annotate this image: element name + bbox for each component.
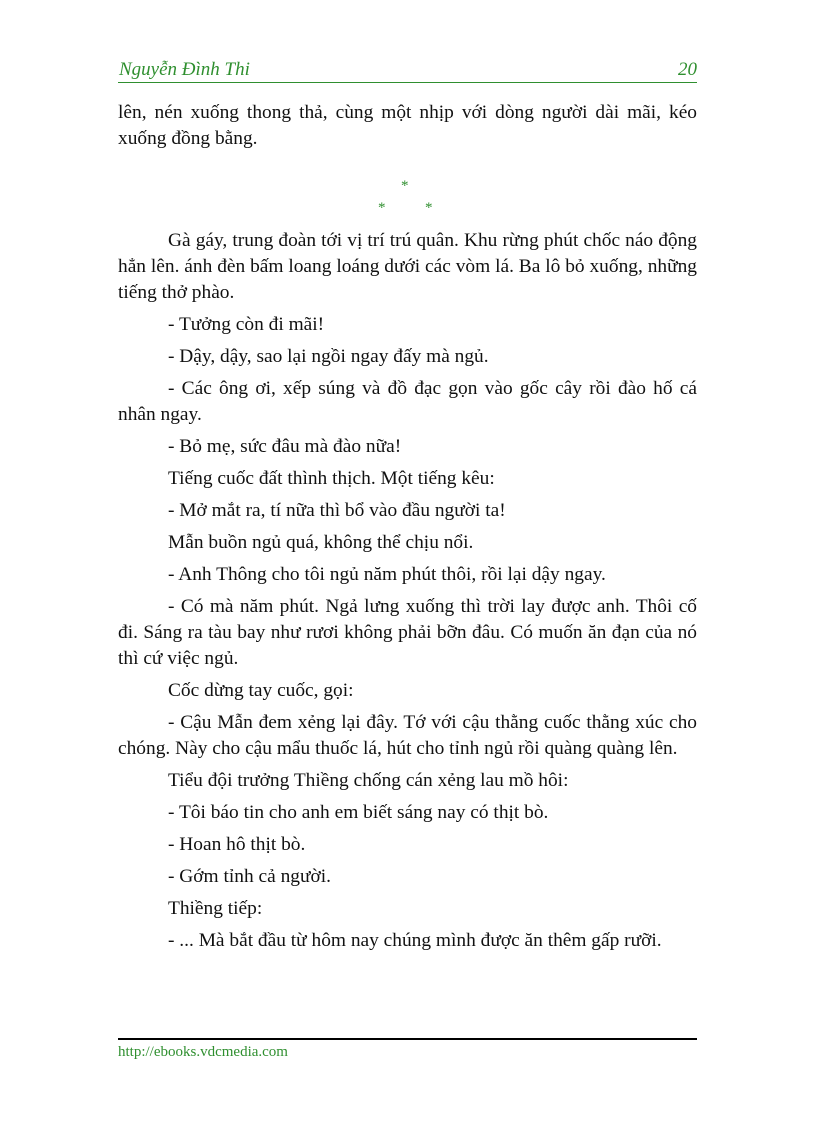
paragraph: - Cậu Mẫn đem xẻng lại đây. Tớ với cậu thằng cuốc thằng xúc cho chóng. Này cho cậu mẩu thuốc lá, hút cho tỉnh ngủ rồi quàng quàng lên. (118, 712, 697, 759)
footer-divider (118, 1038, 697, 1040)
asterisk-ornament: * (401, 178, 409, 194)
paragraph: - Có mà năm phút. Ngả lưng xuống thì trời lay được anh. Thôi cố đi. Sáng ra tàu bay như rươi không phải bỡn đâu. Có muốn ăn đạn của nó thì cứ việc ngủ. (118, 596, 697, 669)
paragraph: - Anh Thông cho tôi ngủ năm phút thôi, rồi lại dậy ngay. (168, 564, 606, 585)
paragraph: - Tưởng còn đi mãi! (168, 314, 325, 335)
paragraph: Tiếng cuốc đất thình thịch. Một tiếng kêu: (168, 468, 495, 489)
paragraph: Mẫn buồn ngủ quá, không thể chịu nổi. (168, 532, 474, 553)
section-separator (118, 162, 697, 228)
paragraph: - Bỏ mẹ, sức đâu mà đào nữa! (168, 436, 402, 457)
paragraph: - Dậy, dậy, sao lại ngồi ngay đấy mà ngủ. (168, 346, 489, 367)
asterisk-ornament: * (425, 200, 433, 216)
paragraph: Cốc dừng tay cuốc, gọi: (168, 680, 354, 701)
footer-url[interactable]: http://ebooks.vdcmedia.com (118, 1044, 288, 1060)
page-number: 20 (678, 59, 697, 80)
paragraph: - Tôi báo tin cho anh em biết sáng nay có thịt bò. (168, 802, 549, 823)
page-body (118, 100, 697, 954)
author-name: Nguyễn Đình Thi (119, 59, 250, 80)
paragraph: Gà gáy, trung đoàn tới vị trí trú quân. Khu rừng phút chốc náo động hẳn lên. ánh đèn bấm loang loáng dưới các vòm lá. Ba lô bỏ xuống, những tiếng thở phào. (118, 230, 697, 303)
paragraph: - Mở mắt ra, tí nữa thì bổ vào đầu người ta! (168, 500, 506, 521)
paragraph: - Các ông ơi, xếp súng và đồ đạc gọn vào gốc cây rồi đào hố cá nhân ngay. (118, 378, 697, 425)
paragraph: Thiềng tiếp: (168, 898, 263, 919)
page-header (118, 58, 697, 83)
paragraph: Tiểu đội trưởng Thiềng chống cán xẻng lau mồ hôi: (168, 770, 569, 791)
paragraph: - Gớm tỉnh cả người. (168, 866, 331, 887)
asterisk-ornament: * (378, 200, 386, 216)
paragraph: - ... Mà bắt đầu từ hôm nay chúng mình được ăn thêm gấp rưỡi. (168, 930, 662, 951)
paragraph: - Hoan hô thịt bò. (168, 834, 306, 855)
paragraph: lên, nén xuống thong thả, cùng một nhịp với dòng người dài mãi, kéo xuống đồng bằng. (118, 102, 697, 149)
